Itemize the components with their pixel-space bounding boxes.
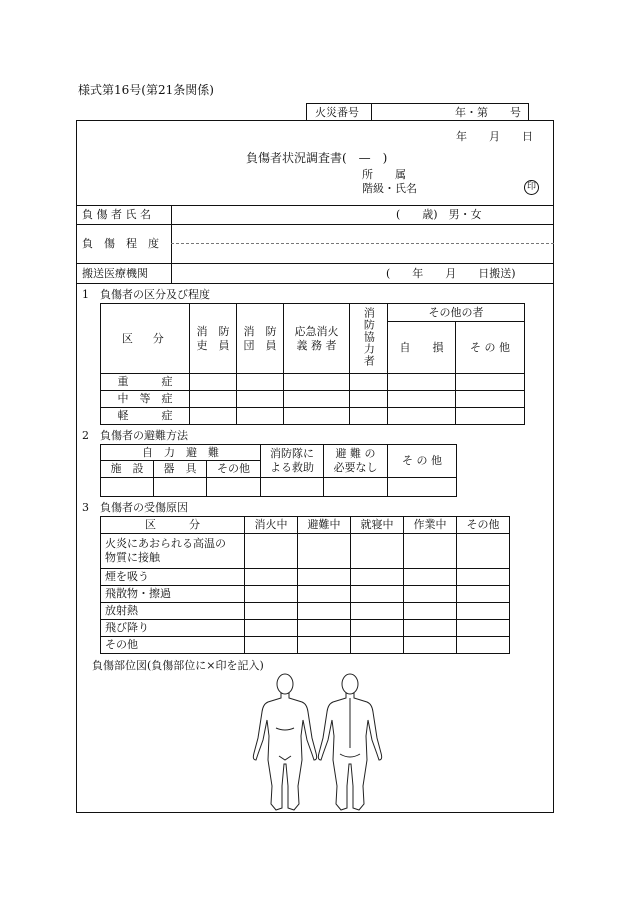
self-injury-header: 自 損 xyxy=(388,322,456,374)
injury-cause-table xyxy=(100,516,510,654)
injury-category-table xyxy=(100,303,525,425)
cause-header-working: 作業中 xyxy=(404,517,457,534)
fire-rescue-header: 消防隊に よる救助 xyxy=(261,445,324,478)
injury-degree-label: 負 傷 程 度 xyxy=(82,237,159,250)
cause-header-other: その他 xyxy=(457,517,510,534)
injured-name-label: 負 傷 者 氏 名 xyxy=(82,208,151,221)
category-header: 区 分 xyxy=(101,304,190,374)
firefighter-header: 消 防 吏 員 xyxy=(190,304,237,374)
front-body-figure xyxy=(253,674,316,810)
section2-title: 2 負傷者の避難方法 xyxy=(82,429,188,442)
fire-number-value[interactable]: 年・第 号 xyxy=(455,106,521,119)
row-moderate: 中 等 症 xyxy=(101,391,190,408)
body-diagram[interactable] xyxy=(230,668,410,813)
cause-header-firefighting: 消火中 xyxy=(245,517,298,534)
injured-name-field[interactable] xyxy=(174,206,394,222)
row-severe: 重 症 xyxy=(101,374,190,391)
affiliation-label: 所 属 xyxy=(362,168,406,181)
equipment-header: 器 具 xyxy=(154,461,207,478)
section1-title: 1 負傷者の区分及び程度 xyxy=(82,288,210,301)
transport-date[interactable]: ( 年 月 日搬送) xyxy=(386,267,516,280)
other-persons-header: その他の者 xyxy=(388,304,525,322)
cause-row: 放射熱 xyxy=(101,603,245,620)
row-mild: 軽 症 xyxy=(101,408,190,425)
report-date[interactable]: 年 月 日 xyxy=(456,130,533,143)
volunteer-header: 消 防 団 員 xyxy=(237,304,284,374)
cause-header-category: 区 分 xyxy=(101,517,245,534)
body-diagram-caption: 負傷部位図(負傷部位に×印を記入) xyxy=(92,659,264,672)
hospital-label: 搬送医療機関 xyxy=(82,267,148,280)
cause-row: 火炎にあおられる高温の 物質に接触 xyxy=(101,534,245,569)
form-number: 様式第16号(第21条関係) xyxy=(78,83,214,97)
age-sex[interactable]: ( 歳) 男・女 xyxy=(396,208,482,221)
report-title: 負傷者状況調査書( — ) xyxy=(246,151,388,165)
rank-name-label: 階級・氏名 xyxy=(362,182,417,195)
cause-row: その他 xyxy=(101,637,245,654)
fire-number-label: 火災番号 xyxy=(315,106,359,119)
self-evac-other-header: その他 xyxy=(207,461,261,478)
cause-header-evacuating: 避難中 xyxy=(298,517,351,534)
evacuation-table xyxy=(100,444,457,497)
emergency-duty-header: 応急消火 義 務 者 xyxy=(284,304,350,374)
other-header: そ の 他 xyxy=(456,322,525,374)
cause-row: 煙を吸う xyxy=(101,569,245,586)
cause-row: 飛び降り xyxy=(101,620,245,637)
back-body-figure xyxy=(318,674,381,810)
seal-mark: 印 xyxy=(524,180,539,195)
cause-row: 飛散物・擦過 xyxy=(101,586,245,603)
evac-other-header: そ の 他 xyxy=(388,445,457,478)
section3-title: 3 負傷者の受傷原因 xyxy=(82,501,188,514)
facility-header: 施 設 xyxy=(101,461,154,478)
no-evac-needed-header: 避 難 の 必要なし xyxy=(324,445,388,478)
cause-header-sleeping: 就寝中 xyxy=(351,517,404,534)
self-evacuation-header: 自 力 避 難 xyxy=(101,445,261,461)
cooperator-header: 消防協力者 xyxy=(350,304,388,374)
